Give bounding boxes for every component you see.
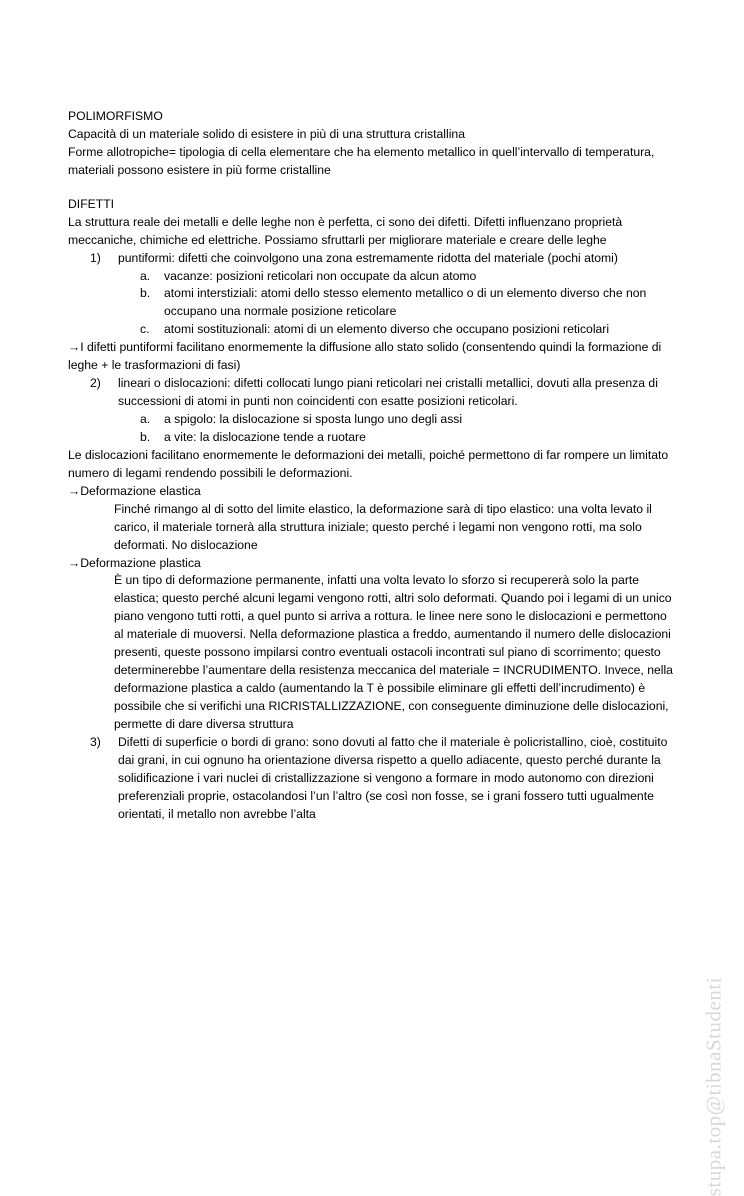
list-marker: c. <box>140 322 150 337</box>
paragraph-deformazione-elastica: Finché rimango al di sotto del limite elastico, la deformazione sarà di tipo elastico: una volta levato il carico, il materiale tornerà alla struttura iniziale; questo perché i legami non vengono rotti, ma solo deformati. No dislocazione <box>114 501 652 552</box>
document-body <box>68 108 676 824</box>
list-marker: a. <box>140 268 151 283</box>
arrow-right-icon: → <box>68 555 81 570</box>
list-item-text: atomi sostituzionali: atomi di un elemento diverso che occupano posizioni reticolari <box>164 322 610 337</box>
paragraph-capacita: Capacità di un materiale solido di esistere in più di una struttura cristallina <box>68 126 465 141</box>
arrow-note <box>68 339 676 375</box>
arrow-heading-deformazione-plastica <box>68 555 676 573</box>
list-item-text: puntiformi: difetti che coinvolgono una zona estremamente ridotta del materiale (pochi atomi) <box>118 250 618 265</box>
list-item <box>140 268 676 286</box>
paragraph-deformazione-plastica: È un tipo di deformazione permanente, infatti una volta levato lo sforzo si recupererà solo la parte elastica; questo perché alcuni legami vengono rotti, altri solo deformati. Quando poi i legami di un unico piano vengono tutti rotti, a quel punto si arriva a rottura. le linee nere sono le dislocazioni e permettono al materiale di muoversi. Nella deformazione plastica a freddo, aumentando il numero delle dislocazioni presenti, queste possono impilarsi contro eventuali ostacoli incontrati sul piano di scorrimento; questo determinerebbe l’aumentare della resistenza meccanica del materiale = INCRUDIMENTO. Invece, nella deformazione plastica a caldo (aumentando la T è possibile eliminare gli effetti dell’incrudimento) è possibile che si verifichi una RICRISTALLIZZAZIONE, con conseguente diminuzione delle dislocazioni, permette di dare diversa struttura <box>114 573 673 731</box>
arrow-right-icon: → <box>68 483 81 498</box>
paragraph-struttura-reale: La struttura reale dei metalli e delle leghe non è perfetta, ci sono dei difetti. Difetti influenzano proprietà meccaniche, chimiche ed elettriche. Possiamo sfruttarli per migliorare materiale e creare delle leghe <box>68 214 623 247</box>
list-marker: 3) <box>90 734 101 749</box>
list-item-text: a vite: la dislocazione tende a ruotare <box>164 429 366 444</box>
list-item <box>140 285 676 321</box>
list-marker: b. <box>140 429 151 444</box>
list-marker: a. <box>140 412 151 426</box>
list-marker: b. <box>140 286 151 301</box>
paragraph-spacer <box>68 180 676 196</box>
list-item <box>90 375 676 411</box>
arrow-note-text: I difetti puntiformi facilitano enormemente la diffusione allo stato solido (consentendo quindi la formazione di leghe + le trasformazioni di fasi) <box>68 340 662 373</box>
list-marker: 1) <box>90 250 101 265</box>
list-item <box>140 411 676 429</box>
arrow-heading-text: Deformazione plastica <box>80 555 201 570</box>
list-item-text: atomi interstiziali: atomi dello stesso elemento metallico o di un elemento diverso che non occupano una normale posizione reticolare <box>164 286 647 319</box>
list-item-text: vacanze: posizioni reticolari non occupate da alcun atomo <box>164 268 477 283</box>
list-item-text: Difetti di superficie o bordi di grano: sono dovuti al fatto che il materiale è policristallino, cioè, costituito dai grani, in cui ognuno ha orientazione diversa rispetto a quello adiacente, questo perché durante la solidificazione i vari nuclei di cristallizzazione si vengono a formare in modo autonomo con direzioni preferenziali proprie, ostacolandosi l’un l’altro (se così non fosse, se i grani fossero tutti ugualmente orientati, il metallo non avrebbe l’alta <box>118 734 668 821</box>
section-heading-polimorfismo: POLIMORFISMO <box>68 109 163 123</box>
list-item <box>140 321 676 339</box>
list-item <box>140 429 676 447</box>
paragraph-dislocazioni: Le dislocazioni facilitano enormemente le deformazioni dei metalli, poiché permettono di far rompere un limitato numero di legami rendendo possibili le deformazioni. <box>68 447 669 480</box>
arrow-right-icon: → <box>68 340 81 355</box>
watermark: stupa.top@tibnaStudenti <box>701 977 725 1196</box>
list-item <box>90 734 676 824</box>
list-item <box>90 250 676 268</box>
arrow-heading-deformazione-elastica <box>68 483 676 501</box>
section-heading-difetti: DIFETTI <box>68 196 115 211</box>
list-item-text: a spigolo: la dislocazione si sposta lungo uno degli assi <box>164 412 463 426</box>
arrow-heading-text: Deformazione elastica <box>80 483 201 498</box>
list-marker: 2) <box>90 376 101 391</box>
paragraph-forme-allotropiche: Forme allotropiche= tipologia di cella elementare che ha elemento metallico in quell’intervallo di temperatura, materiali possono esistere in più forme cristalline <box>68 144 655 177</box>
list-item-text: lineari o dislocazioni: difetti collocati lungo piani reticolari nei cristalli metallici, dovuti alla presenza di successioni di atomi in punti non coincidenti con esatte posizioni reticolari. <box>118 376 658 409</box>
